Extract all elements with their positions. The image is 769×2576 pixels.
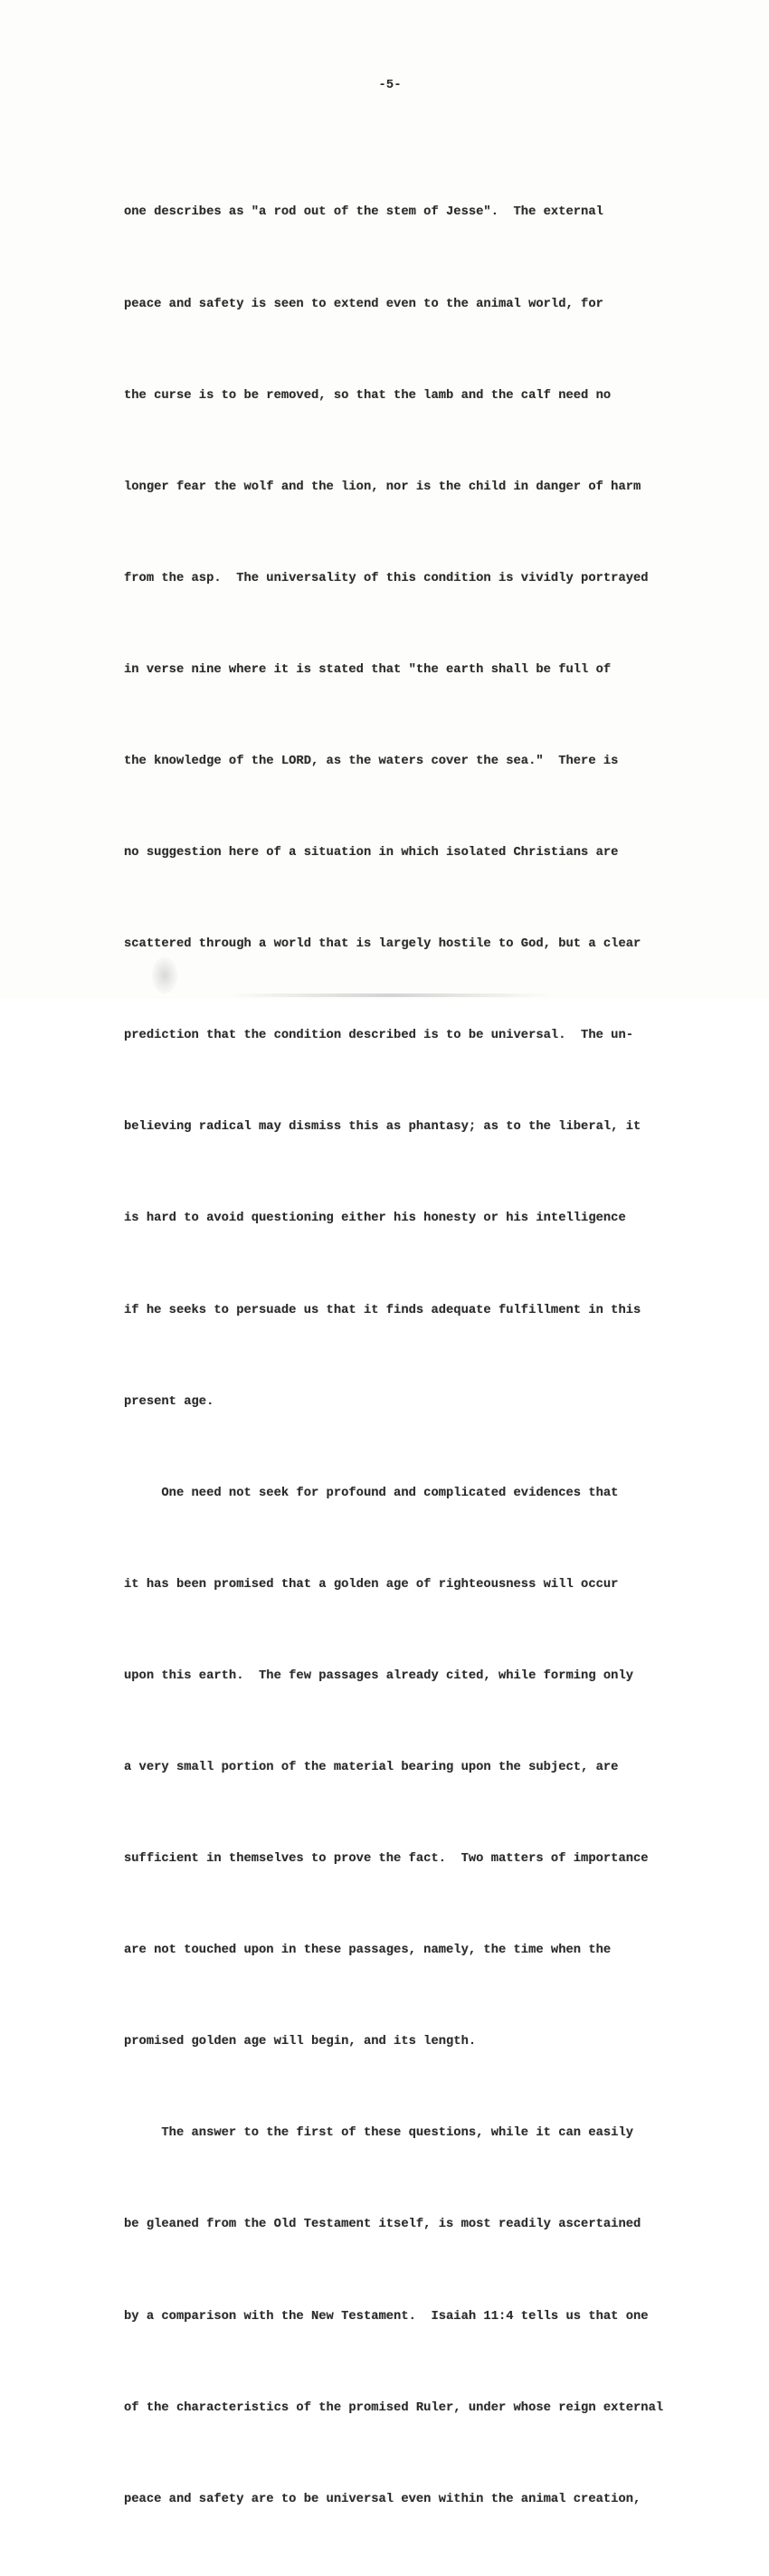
text-line: of the characteristics of the promised Ruler, under whose reign external <box>124 2400 664 2415</box>
scan-smudge <box>152 957 177 993</box>
text-line: present age. <box>124 1394 214 1409</box>
body-text <box>124 137 739 2576</box>
text-line: peace and safety is seen to extend even to the animal world, for <box>124 297 603 311</box>
text-line: is hard to avoid questioning either his honesty or his intelligence <box>124 1212 626 1226</box>
text-line: a very small portion of the material bearing upon the subject, are <box>124 1761 619 1774</box>
text-line: One need not seek for profound and complicated evidences that <box>124 1486 619 1500</box>
text-line: the knowledge of the LORD, as the waters cover the sea." There is <box>124 754 619 768</box>
text-line: no suggestion here of a situation in which isolated Christians are <box>124 846 619 860</box>
text-line: are not touched upon in these passages, namely, the time when the <box>124 1944 612 1958</box>
text-line: by a comparison with the New Testament. Isaiah 11:4 tells us that one <box>124 2309 649 2324</box>
page-number: -5- <box>378 78 402 92</box>
text-line: be gleaned from the Old Testament itself, is most readily ascertained <box>124 2218 641 2232</box>
text-line: peace and safety are to be universal even within the animal creation, <box>124 2492 641 2506</box>
scan-edge-shadow <box>226 993 552 997</box>
text-line: believing radical may dismiss this as phantasy; as to the liberal, it <box>124 1120 641 1135</box>
text-line: The answer to the first of these questions, while it can easily <box>124 2126 634 2141</box>
text-line: in verse nine where it is stated that "the earth shall be full of <box>124 662 612 677</box>
text-line: it has been promised that a golden age of righteousness will occur <box>124 1577 619 1592</box>
text-line: longer fear the wolf and the lion, nor is the child in danger of harm <box>124 480 641 494</box>
text-line: scattered through a world that is largely hostile to God, but a clear <box>124 937 641 952</box>
text-line: if he seeks to persuade us that it finds adequate fulfillment in this <box>124 1303 641 1317</box>
text-line: prediction that the condition described is to be universal. The un- <box>124 1029 634 1043</box>
text-line: upon this earth. The few passages already cited, while forming only <box>124 1668 634 1683</box>
text-line: promised golden age will begin, and its length. <box>124 2035 477 2049</box>
text-line: one describes as "a rod out of the stem of Jesse". The external <box>124 205 603 220</box>
text-line: from the asp. The universality of this condition is vividly portrayed <box>124 571 649 585</box>
text-line: the curse is to be removed, so that the lamb and the calf need no <box>124 388 612 403</box>
text-line: sufficient in themselves to prove the fact. Two matters of importance <box>124 1852 649 1867</box>
